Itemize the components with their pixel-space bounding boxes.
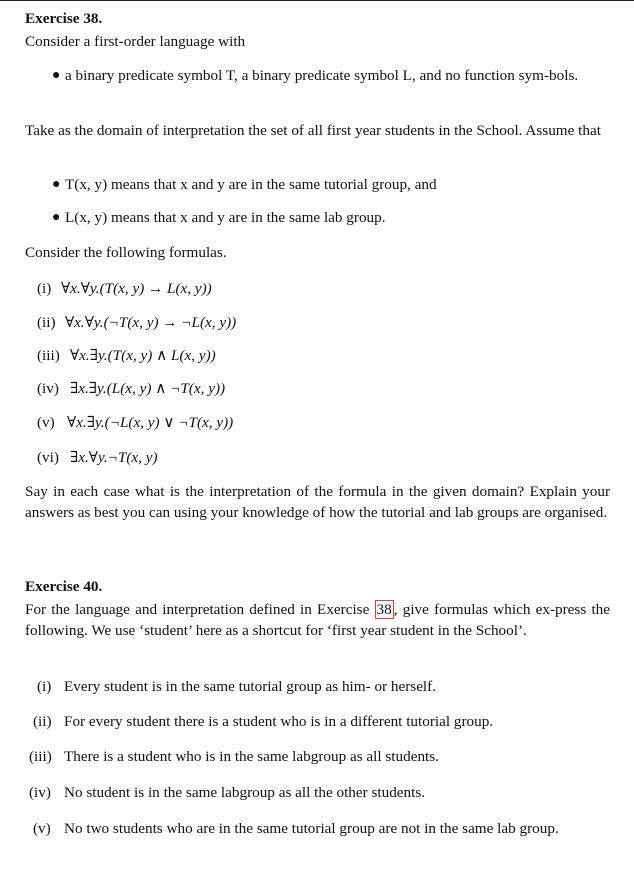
bullet-dot-icon: ● [52,177,61,192]
formula-expression: ∀x.∃y.(¬L(x, y) ∨ ¬T(x, y)) [67,414,234,431]
formula-item-iv [37,379,225,398]
task-text: There is a student who is in the same labgroup as all students. [64,748,439,765]
bullet-tutorial-text: T(x, y) means that x and y are in the same tutorial group, and [65,176,437,193]
task-text: Every student is in the same tutorial group as him- or herself. [64,678,437,695]
exercise-38-domain-text: Take as the domain of interpretation the set of all first year students in the School. Assume that [25,122,601,139]
exercise-38-reference-link[interactable]: 38 [376,601,392,618]
task-text: No two students who are in the same tutorial group are not in the same lab group. [64,820,559,837]
formula-item-i [37,279,212,298]
task-label: (iii) [29,748,52,765]
exercise-38-question: Say in each case what is the interpretation of the formula in the given domain? Explain your answers as best you can using your knowledge of how the tutorial and lab groups are organised. [25,483,610,521]
formula-item-v [37,413,233,432]
formula-expression: ∃x.∃y.(L(x, y) ∧ ¬T(x, y)) [70,380,226,397]
exercise-38-intro: Consider a first-order language with [25,33,246,50]
formula-item-iii [37,346,216,365]
task-text: For every student there is a student who is in a different tutorial group. [64,713,494,730]
formula-expression: ∀x.∀y.(T(x, y) → L(x, y)) [61,280,212,297]
formula-label: (iii) [37,347,60,364]
exercise-40-title: Exercise 40. [25,578,103,595]
bullet-dot-icon: ● [52,210,61,225]
exercise-38-title: Exercise 38. [25,10,103,27]
formula-item-vi [37,448,158,467]
exercise-38-consider: Consider the following formulas. [25,244,227,261]
intro-text-start: For the language and interpretation defined in Exercise [25,601,370,618]
task-item-iv [29,784,425,802]
task-label: (i) [37,678,52,695]
top-rule [0,0,634,1]
formula-label: (i) [37,280,52,297]
formula-expression: ∀x.∃y.(T(x, y) ∧ L(x, y)) [70,347,216,364]
formula-expression: ∃x.∀y.¬T(x, y) [70,449,158,466]
formula-label: (vi) [37,449,59,466]
bullet-language-text: a binary predicate symbol T, a binary predicate symbol L, and no function sym-bols. [65,67,579,84]
task-item-iii [29,748,439,766]
task-label: (iv) [29,784,51,801]
intro-text-end: , give formulas which ex-press the following. We use ‘student’ here as a shortcut for ‘first year student in the School’. [25,601,610,639]
task-text: No student is in the same labgroup as all the other students. [64,784,426,801]
task-item-v [33,820,559,838]
formula-label: (iv) [37,380,59,397]
formula-item-ii [37,313,236,332]
bullet-lab-text: L(x, y) means that x and y are in the same lab group. [65,209,386,226]
bullet-dot-icon: ● [52,68,61,83]
task-label: (ii) [33,713,52,730]
formula-label: (v) [37,414,55,431]
task-item-ii [33,713,493,731]
task-item-i [37,678,436,696]
task-label: (v) [33,820,51,837]
formula-label: (ii) [37,314,56,331]
exercise-40-intro [25,599,610,641]
formula-expression: ∀x.∀y.(¬T(x, y) → ¬L(x, y)) [65,314,237,331]
